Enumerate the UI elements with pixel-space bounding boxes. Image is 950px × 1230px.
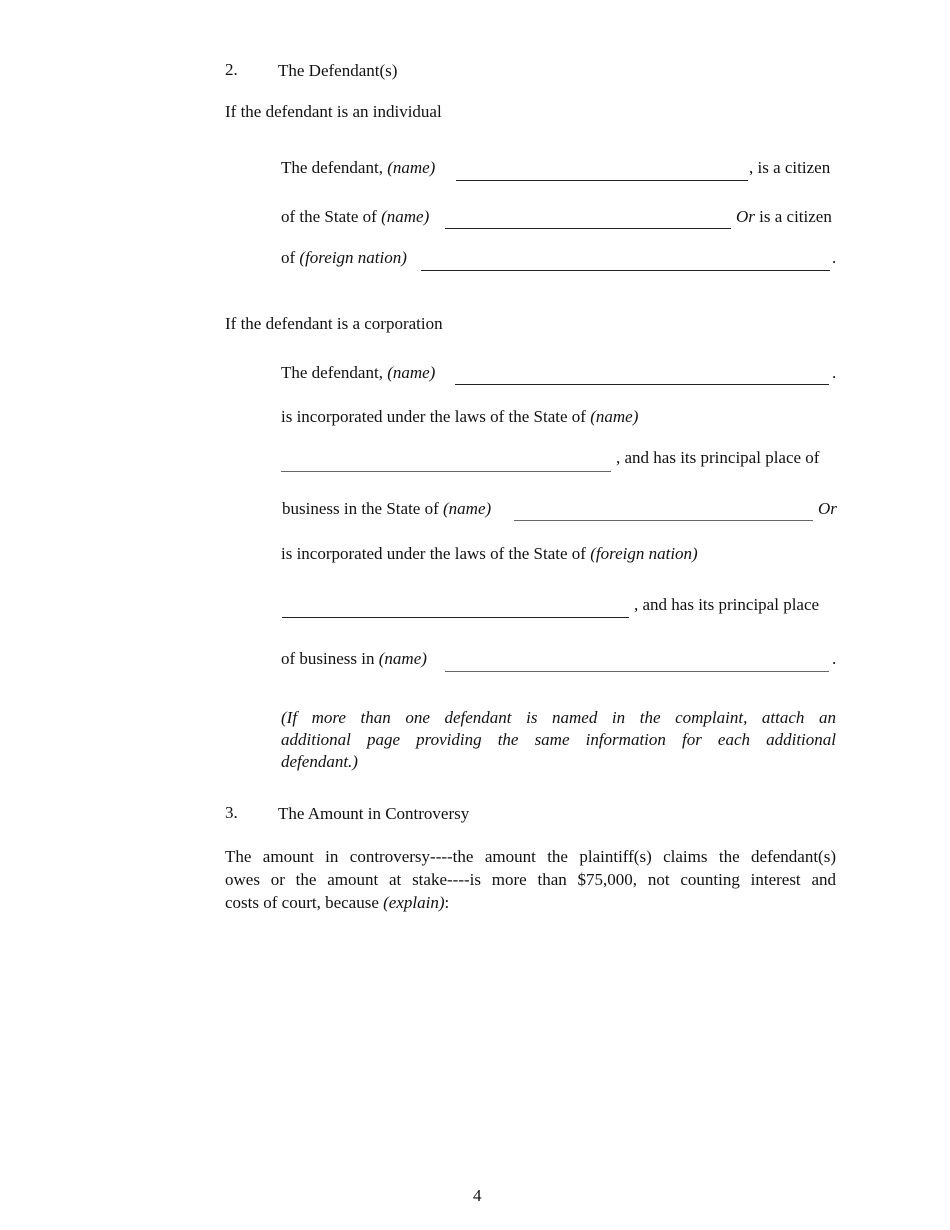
corporation-name-field[interactable] bbox=[455, 384, 829, 385]
corporation-line5-text: is incorporated under the laws of the State of (foreign nation) bbox=[281, 544, 698, 563]
individual-line3-suffix: . bbox=[832, 248, 837, 267]
corporation-line4-or: Or bbox=[818, 499, 837, 518]
corporation-line7-suffix: . bbox=[832, 649, 837, 668]
additional-defendant-note bbox=[281, 707, 836, 773]
page-number: 4 bbox=[473, 1186, 482, 1205]
individual-line1-suffix: , is a citizen bbox=[749, 158, 831, 177]
corporation-line3-suffix: , and has its principal place of bbox=[616, 448, 820, 467]
note-line-3: defendant.) bbox=[281, 752, 358, 771]
amount-line-1: The amount in controversy----the amount the plaintiff(s) claims the defendant(s) bbox=[225, 847, 836, 866]
corporation-heading: If the defendant is a corporation bbox=[225, 314, 443, 333]
corporation-line2-text: is incorporated under the laws of the State of (name) bbox=[281, 407, 639, 426]
individual-heading: If the defendant is an individual bbox=[225, 102, 442, 121]
section-3-title: The Amount in Controversy bbox=[278, 804, 470, 823]
individual-line2-suffix: Or is a citizen bbox=[736, 207, 832, 226]
corporation-state-field[interactable] bbox=[281, 471, 611, 472]
section-3-number: 3. bbox=[225, 803, 238, 822]
individual-line3-label: of (foreign nation) bbox=[281, 248, 407, 267]
amount-line-3: costs of court, because (explain): bbox=[225, 893, 450, 912]
individual-name-field[interactable] bbox=[456, 180, 748, 181]
individual-line2-label: of the State of (name) bbox=[281, 207, 430, 226]
amount-line-2: owes or the amount at stake----is more than $75,000, not counting interest and bbox=[225, 870, 836, 889]
individual-state-field[interactable] bbox=[445, 228, 731, 229]
corporation-line6-suffix: , and has its principal place bbox=[634, 595, 820, 614]
corporation-foreign-nation-field[interactable] bbox=[282, 617, 629, 618]
section-2-number: 2. bbox=[225, 60, 238, 79]
corporation-line1-label: The defendant, (name) bbox=[281, 363, 436, 382]
corporation-business-location-field[interactable] bbox=[445, 671, 829, 672]
corporation-business-state-field[interactable] bbox=[514, 520, 813, 521]
amount-in-controversy-paragraph bbox=[225, 845, 836, 914]
note-line-2: additional page providing the same information for each additional bbox=[281, 730, 836, 749]
corporation-line4-label: business in the State of (name) bbox=[282, 499, 492, 518]
individual-line1-label: The defendant, (name) bbox=[281, 158, 436, 177]
note-line-1: (If more than one defendant is named in the complaint, attach an bbox=[281, 708, 836, 727]
section-2-title: The Defendant(s) bbox=[278, 61, 398, 80]
corporation-line7-label: of business in (name) bbox=[281, 649, 427, 668]
corporation-line1-suffix: . bbox=[832, 363, 837, 382]
individual-foreign-nation-field[interactable] bbox=[421, 270, 830, 271]
